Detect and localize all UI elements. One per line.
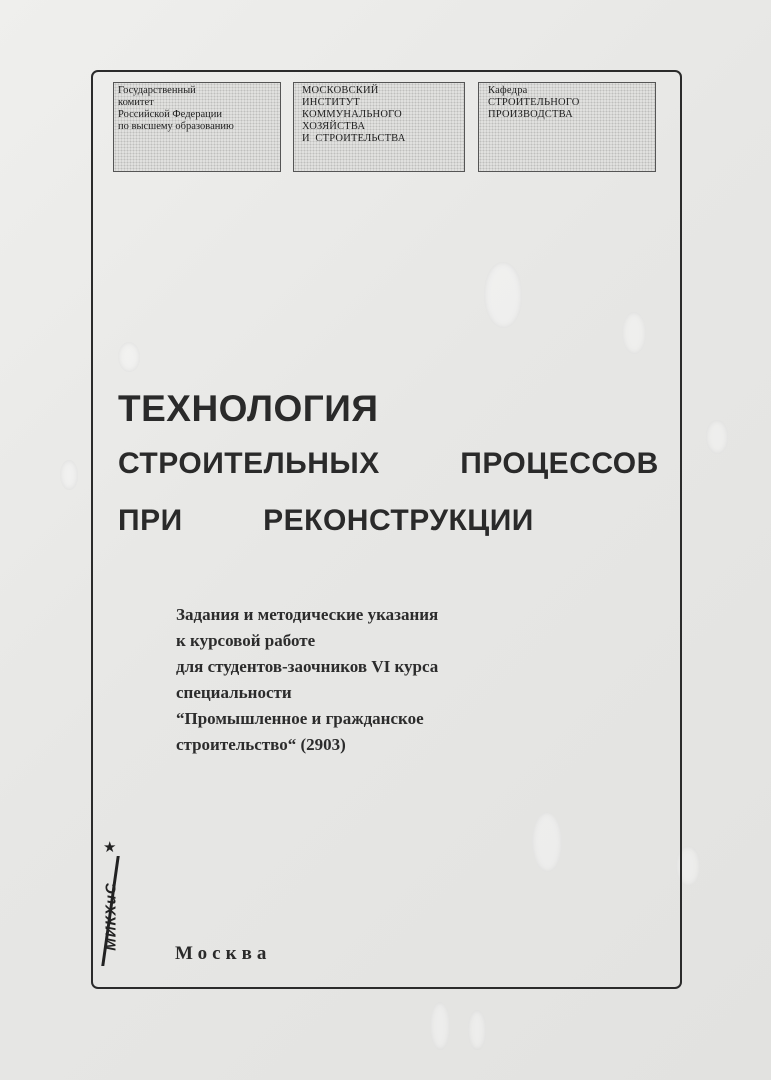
publication-city: Москва <box>175 943 272 964</box>
institute-box <box>293 82 465 172</box>
institute-line: И СТРОИТЕЛЬСТВА <box>302 133 406 144</box>
ministry-line: Российской Федерации <box>118 109 222 120</box>
subtitle-line: для студентов-заочников VI курса <box>176 657 439 676</box>
title-line-1: ТЕХНОЛОГИЯ <box>118 388 379 429</box>
department-line: ПРОИЗВОДСТВА <box>488 109 573 120</box>
subtitle-line: “Промышленное и гражданское <box>176 709 424 728</box>
subtitle-line: строительство“ (2903) <box>176 735 346 754</box>
document-subtitle <box>176 602 596 758</box>
institute-logo <box>98 838 124 968</box>
institute-line: ХОЗЯЙСТВА <box>302 121 366 132</box>
ministry-line: Государственный <box>118 85 196 96</box>
department-line: СТРОИТЕЛЬНОГО <box>488 97 580 108</box>
subtitle-line: к курсовой работе <box>176 631 316 650</box>
institute-line: МОСКОВСКИЙ <box>302 85 379 96</box>
department-line: Кафедра <box>488 85 528 96</box>
title-line-2: СТРОИТЕЛЬНЫХ ПРОЦЕССОВ <box>118 447 659 480</box>
star-icon: ★ <box>103 838 117 856</box>
subtitle-line: специальности <box>176 683 292 702</box>
ministry-line: по высшему образованию <box>118 121 234 132</box>
institute-line: КОММУНАЛЬНОГО <box>302 109 402 120</box>
title-line-3: ПРИ РЕКОНСТРУКЦИИ <box>118 504 534 537</box>
department-box <box>478 82 656 172</box>
ministry-box <box>113 82 281 172</box>
institute-line: ИНСТИТУТ <box>302 97 361 108</box>
subtitle-line: Задания и методические указания <box>176 605 439 624</box>
logo-text: МИКХиС <box>102 882 120 951</box>
ministry-line: комитет <box>118 97 154 108</box>
